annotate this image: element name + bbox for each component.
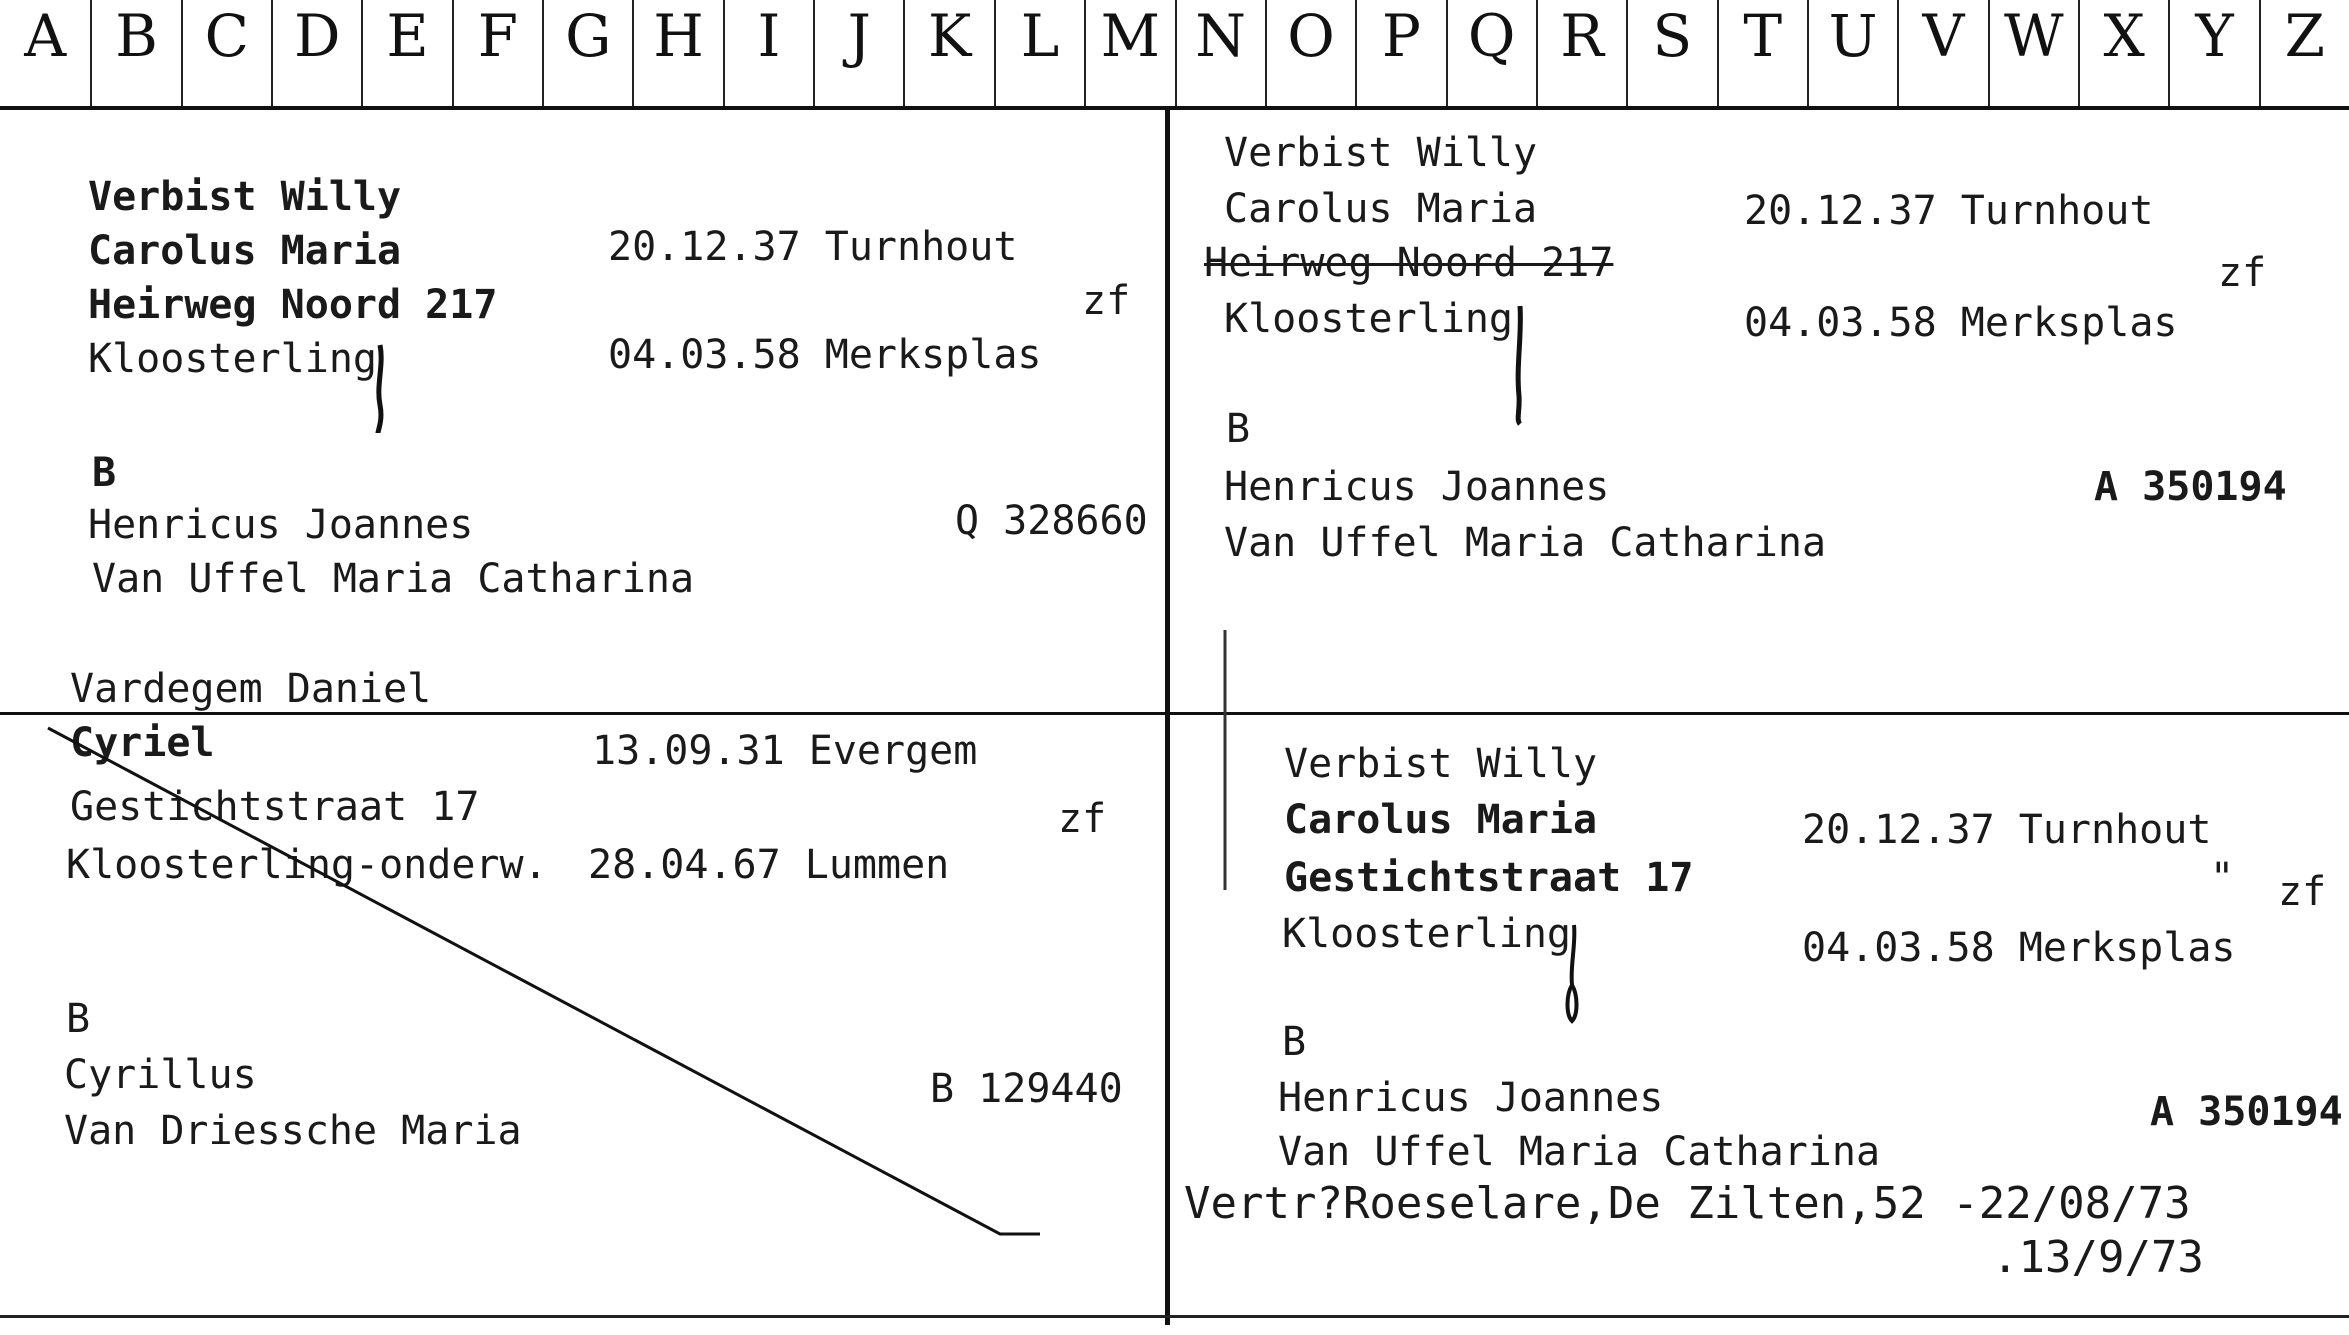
card-address: Heirweg Noord 217 — [88, 282, 498, 328]
card-status: zf — [1058, 796, 1107, 842]
index-letter-v: V — [1897, 0, 1987, 106]
index-letter-o: O — [1265, 0, 1355, 106]
card-father: Cyrillus — [64, 1052, 257, 1098]
index-letter-t: T — [1717, 0, 1807, 106]
card-given-names: Carolus Maria — [88, 228, 402, 274]
card-entry: 04.03.58 Merksplas — [1744, 300, 2178, 346]
card-category: B — [92, 450, 117, 496]
index-letter-b: B — [90, 0, 180, 106]
index-letter-w: W — [1988, 0, 2078, 106]
alphabet-index-header — [0, 0, 2349, 110]
card-name: Verbist Willy — [1284, 741, 1598, 787]
index-letter-d: D — [271, 0, 361, 106]
card-top-right — [1170, 110, 2349, 710]
card-mother: Van Uffel Maria Catharina — [1278, 1129, 1881, 1175]
index-letter-k: K — [903, 0, 993, 106]
card-address: Gestichtstraat 17 — [1284, 855, 1694, 901]
card-note: Vertr?Roeselare,De Zilten,52 -22/08/73 — [1184, 1178, 2191, 1229]
card-number: A 350194 — [2094, 464, 2287, 510]
card-top-left — [0, 110, 1165, 710]
card-note-date: .13/9/73 — [1992, 1232, 2204, 1283]
card-occupation: Kloosterling-onderw. — [66, 842, 548, 888]
index-letter-z: Z — [2259, 0, 2349, 106]
card-status: zf — [2278, 869, 2327, 915]
card-ditto-mark: " — [2210, 855, 2235, 901]
card-birth: 20.12.37 Turnhout — [608, 224, 1018, 270]
card-occupation: Kloosterling — [88, 336, 377, 382]
card-number: Q 328660 — [955, 498, 1148, 544]
card-entry: 04.03.58 Merksplas — [608, 332, 1042, 378]
card-category: B — [66, 996, 91, 1042]
index-letter-r: R — [1536, 0, 1626, 106]
index-letter-s: S — [1626, 0, 1716, 106]
pen-mark — [370, 345, 390, 435]
card-occupation: Kloosterling — [1282, 911, 1571, 957]
index-letter-x: X — [2078, 0, 2168, 106]
card-mother: Van Uffel Maria Catharina — [92, 556, 695, 602]
card-father: Henricus Joannes — [1224, 464, 1610, 510]
card-name: Verbist Willy — [1224, 130, 1538, 176]
card-status: zf — [1082, 278, 1131, 324]
pen-mark — [1562, 925, 1586, 1025]
index-letter-p: P — [1355, 0, 1445, 106]
card-given-names: Carolus Maria — [1284, 797, 1598, 843]
card-category: B — [1282, 1019, 1307, 1065]
index-letter-e: E — [361, 0, 451, 106]
card-status: zf — [2218, 250, 2267, 296]
card-birth: 13.09.31 Evergem — [592, 728, 978, 774]
index-letter-i: I — [723, 0, 813, 106]
card-occupation: Kloosterling — [1224, 296, 1513, 342]
card-entry: 28.04.67 Lummen — [588, 842, 950, 888]
card-bottom-right — [1170, 715, 2349, 1315]
index-letter-u: U — [1807, 0, 1897, 106]
card-address: Gestichtstraat 17 — [70, 784, 480, 830]
index-letter-j: J — [813, 0, 903, 106]
card-number: A 350194 — [2150, 1089, 2343, 1135]
card-father: Henricus Joannes — [88, 502, 474, 548]
card-mother: Van Driessche Maria — [64, 1108, 522, 1154]
index-letter-y: Y — [2168, 0, 2258, 106]
card-category: B — [1226, 406, 1251, 452]
pen-mark — [1510, 306, 1530, 426]
card-father: Henricus Joannes — [1278, 1075, 1664, 1121]
card-birth: 20.12.37 Turnhout — [1802, 807, 2212, 853]
index-letter-l: L — [994, 0, 1084, 106]
index-letter-a: A — [24, 2, 67, 70]
index-letter-c: C — [181, 0, 271, 106]
card-name: Verbist Willy — [88, 174, 402, 220]
card-bottom-left — [0, 660, 1165, 1315]
card-given-names: Cyriel — [70, 720, 215, 766]
index-letter-q: Q — [1446, 0, 1536, 106]
bottom-border — [0, 1315, 2349, 1318]
index-letter-m: M — [1084, 0, 1174, 106]
index-letter-f: F — [452, 0, 542, 106]
card-address-struck: Heirweg Noord 217 — [1204, 240, 1614, 286]
card-name: Vardegem Daniel — [70, 666, 432, 712]
index-letter-h: H — [632, 0, 722, 106]
index-letter-n: N — [1175, 0, 1265, 106]
card-entry: 04.03.58 Merksplas — [1802, 925, 2236, 971]
card-birth: 20.12.37 Turnhout — [1744, 188, 2154, 234]
cancel-diagonal-line — [40, 728, 1040, 1248]
card-number: B 129440 — [930, 1066, 1123, 1112]
index-letter-g: G — [542, 0, 632, 106]
card-given-names: Carolus Maria — [1224, 186, 1538, 232]
card-mother: Van Uffel Maria Catharina — [1224, 520, 1827, 566]
